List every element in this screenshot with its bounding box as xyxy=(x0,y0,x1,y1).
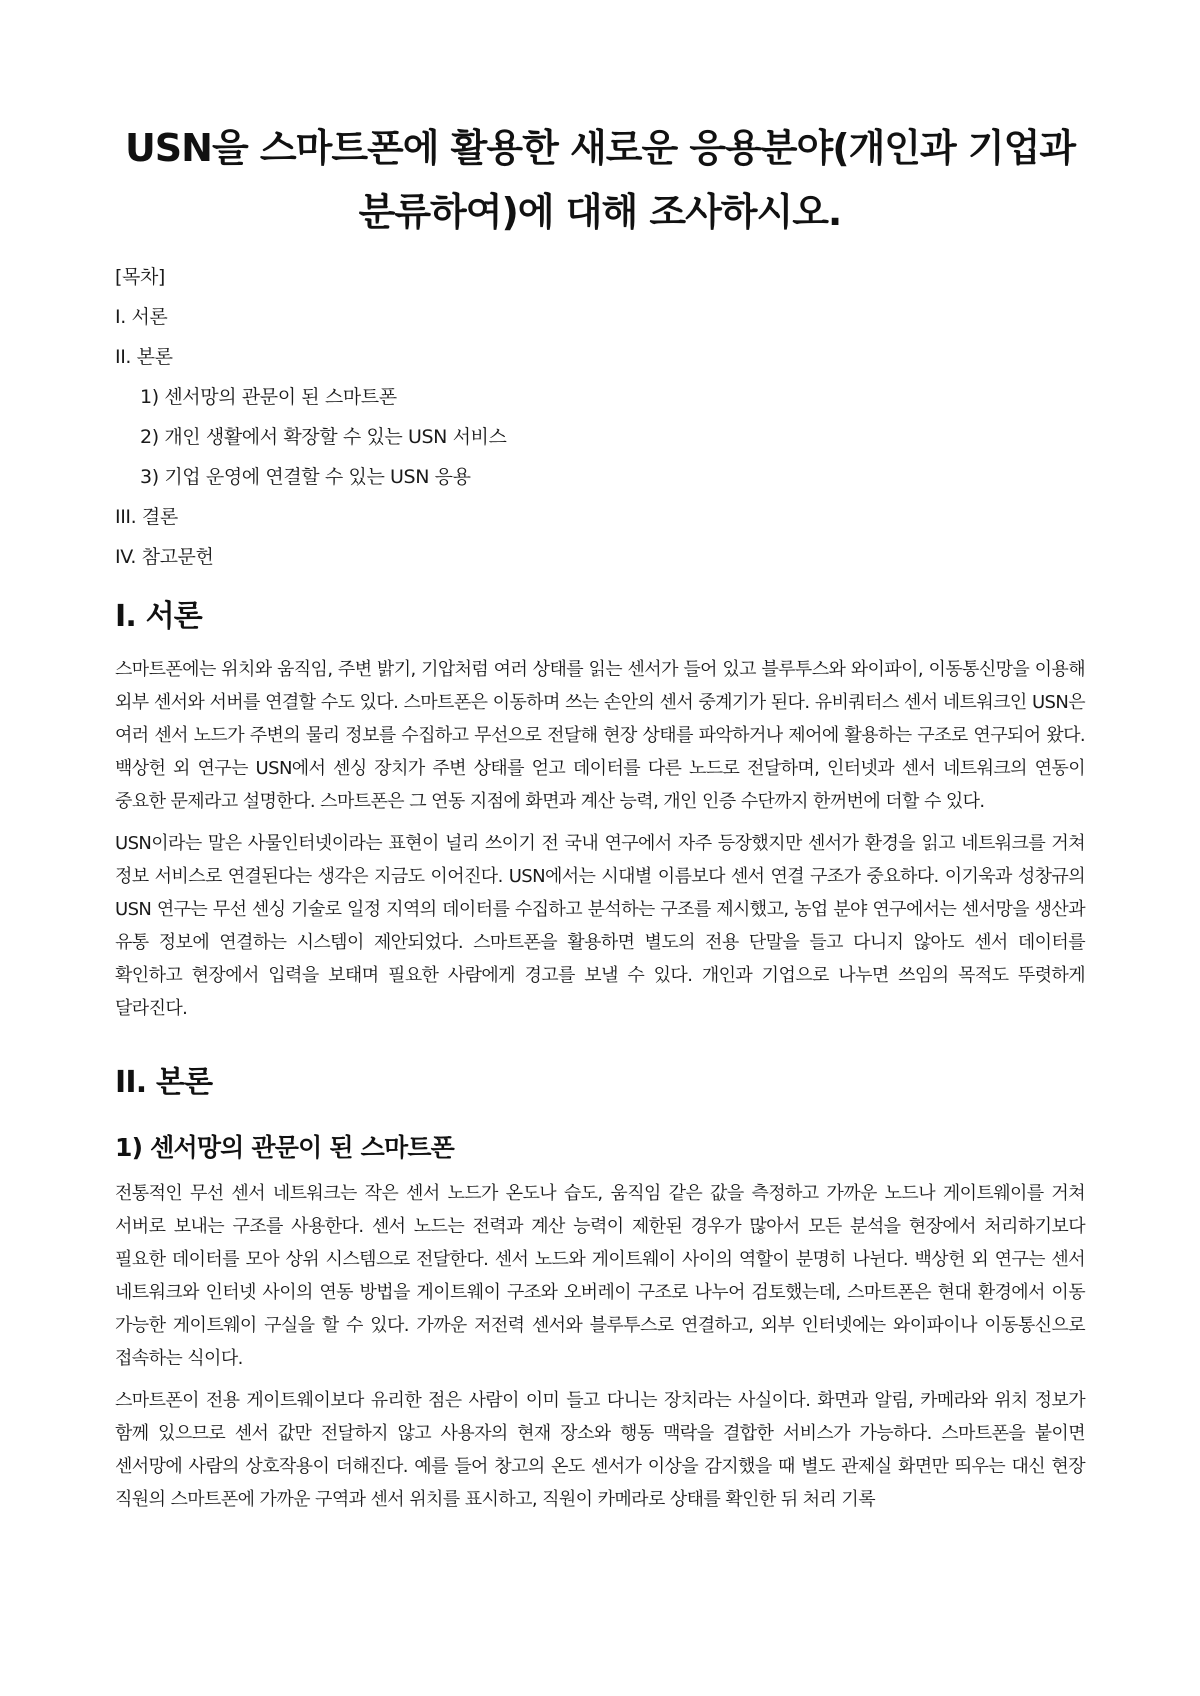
intro-paragraph-1: 스마트폰에는 위치와 움직임, 주변 밝기, 기압처럼 여러 상태를 읽는 센서가 들어 있고 블루투스와 와이파이, 이동통신망을 이용해 외부 센서와 서버를 연결할 수도 있다. 스마트폰은 이동하며 쓰는 손안의 센서 중계기가 된다. 유비쿼터스 센서 네트워크인 USN은 여러 센서 노드가 주변의 물리 정보를 수집하고 무선으로 전달해 현장 상태를 파악하거나 제어에 활용하는 구조로 연구되어 왔다. 백상헌 외 연구는 USN에서 센싱 장치가 주변 상태를 얻고 데이터를 다른 노드로 전달하며, 인터넷과 센서 네트워크의 연동이 중요한 문제라고 설명한다. 스마트폰은 그 연동 지점에 화면과 계산 능력, 개인 인증 수단까지 한꺼번에 더할 수 있다. xyxy=(115,659,1085,812)
toc-item-body: II. 본론 xyxy=(115,346,173,368)
table-of-contents xyxy=(115,266,1085,569)
intro-paragraph-2: USN이라는 말은 사물인터넷이라는 표현이 널리 쓰이기 전 국내 연구에서 자주 등장했지만 센서가 환경을 읽고 네트워크를 거쳐 정보 서비스로 연결된다는 생각은 지금도 이어진다. USN에서는 시대별 이름보다 센서 연결 구조가 중요하다. 이기욱과 성창규의 USN 연구는 무선 센싱 기술로 일정 지역의 데이터를 수집하고 분석하는 구조를 제시했고, 농업 분야 연구에서는 센서망을 생산과 유통 정보에 연결하는 시스템이 제안되었다. 스마트폰을 활용하면 별도의 전용 단말을 들고 다니지 않아도 센서 데이터를 확인하고 현장에서 입력을 보태며 필요한 사람에게 경고를 보낼 수 있다. 개인과 기업으로 나누면 쓰임의 목적도 뚜렷하게 달라진다. xyxy=(115,833,1085,1019)
section-heading-intro: I. 서론 xyxy=(115,599,202,634)
body-paragraph-2: 스마트폰이 전용 게이트웨이보다 유리한 점은 사람이 이미 들고 다니는 장치라는 사실이다. 화면과 알림, 카메라와 위치 정보가 함께 있으므로 센서 값만 전달하지 않고 사용자의 현재 장소와 행동 맥락을 결합한 서비스가 가능하다. 스마트폰을 붙이면 센서망에 사람의 상호작용이 더해진다. 예를 들어 창고의 온도 센서가 이상을 감지했을 때 별도 관제실 화면만 띄우는 대신 현장 직원의 스마트폰에 가까운 구역과 센서 위치를 표시하고, 직원이 카메라로 상태를 확인한 뒤 처리 기록 xyxy=(115,1390,1085,1510)
toc-item-intro: I. 서론 xyxy=(115,306,168,328)
body-paragraph-1: 전통적인 무선 센서 네트워크는 작은 센서 노드가 온도나 습도, 움직임 같은 값을 측정하고 가까운 노드나 게이트웨이를 거쳐 서버로 보내는 구조를 사용한다. 센서 노드는 전력과 계산 능력이 제한된 경우가 많아서 모든 분석을 현장에서 처리하기보다 필요한 데이터를 모아 상위 시스템으로 전달한다. 센서 노드와 게이트웨이 사이의 역할이 분명히 나뉜다. 백상헌 외 연구는 센서 네트워크와 인터넷 사이의 연동 방법을 게이트웨이 구조와 오버레이 구조로 나누어 검토했는데, 스마트폰은 현대 환경에서 이동 가능한 게이트웨이 구실을 할 수 있다. 가까운 저전력 센서와 블루투스로 연결하고, 외부 인터넷에는 와이파이나 이동통신으로 접속하는 식이다. xyxy=(115,1183,1085,1369)
section-heading-body: II. 본론 xyxy=(115,1065,213,1100)
toc-item-body-2: 2) 개인 생활에서 확장할 수 있는 USN 서비스 xyxy=(140,426,507,448)
toc-item-references: IV. 참고문헌 xyxy=(115,546,214,568)
document-title: USN을 스마트폰에 활용한 새로운 응용분야(개인과 기업과 분류하여)에 대해 조사하시오. xyxy=(124,126,1076,234)
toc-item-body-3: 3) 기업 운영에 연결할 수 있는 USN 응용 xyxy=(140,466,471,488)
toc-item-conclusion: III. 결론 xyxy=(115,506,178,528)
toc-item-body-1: 1) 센서망의 관문이 된 스마트폰 xyxy=(140,386,397,408)
toc-heading: [목차] xyxy=(115,266,165,288)
subsection-heading-1: 1) 센서망의 관문이 된 스마트폰 xyxy=(115,1133,455,1162)
